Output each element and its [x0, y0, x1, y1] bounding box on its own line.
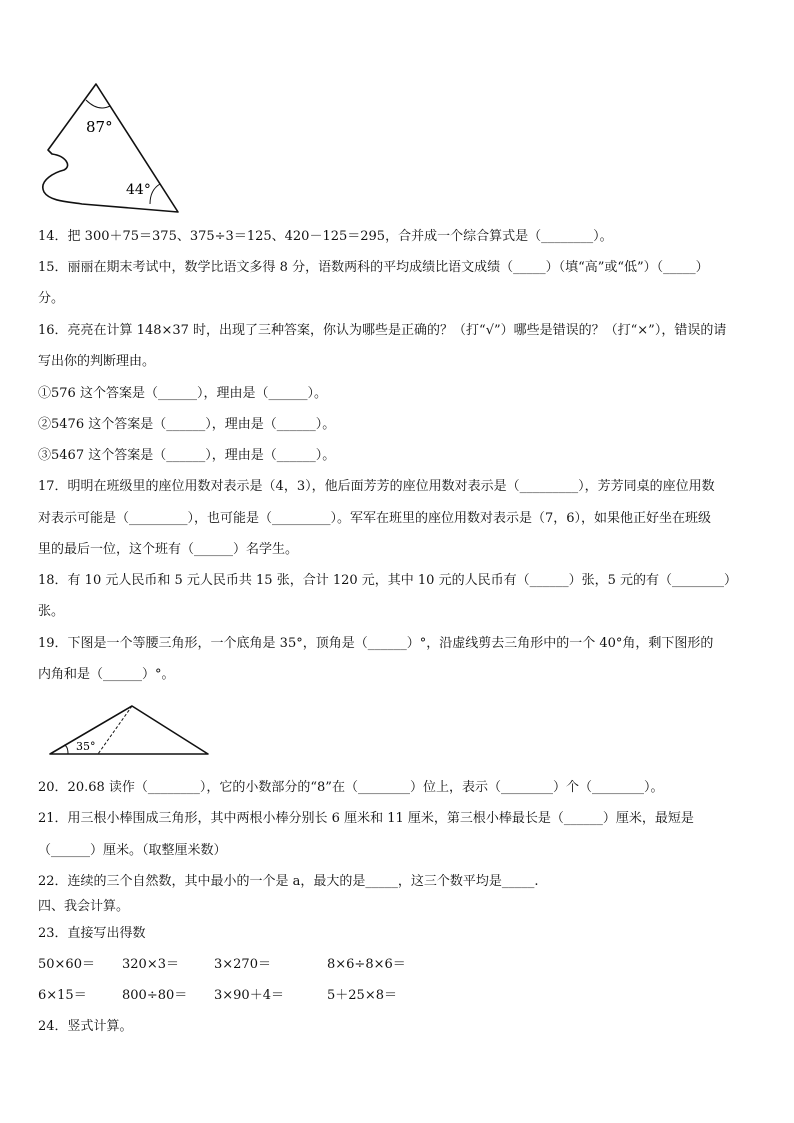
question-20: 20．20.68 读作（________），它的小数部分的“8”在（________）位上，表示（________）个（________）。 [38, 780, 664, 795]
question-16-item-2: ②5476 这个答案是（______），理由是（______）。 [38, 417, 336, 432]
question-16-item-1: ①576 这个答案是（______），理由是（______）。 [38, 386, 327, 401]
question-15-line-2: 分。 [38, 291, 65, 306]
calc-2-2: 800÷80＝ [122, 988, 188, 1003]
calc-1-1: 50×60＝ [38, 957, 95, 972]
question-16-line-2: 写出你的判断理由。 [38, 354, 156, 369]
calc-1-2: 320×3＝ [122, 957, 179, 972]
question-21-line-1: 21．用三根小棒围成三角形，其中两根小棒分别长 6 厘米和 11 厘米，第三根小棒最长是（______）厘米，最短是 [38, 811, 694, 826]
angle-44-label: 44° [126, 182, 151, 198]
angle-35-label: 35° [76, 740, 96, 753]
question-18-line-2: 张。 [38, 604, 65, 619]
isosceles-triangle-figure [46, 700, 212, 760]
question-19-line-2: 内角和是（______）°。 [38, 667, 175, 682]
triangle-figure-1 [38, 78, 188, 218]
question-22: 22．连续的三个自然数，其中最小的一个是 a，最大的是_____，这三个数平均是_____. [38, 874, 539, 889]
question-24: 24．竖式计算。 [38, 1019, 133, 1034]
question-17-line-1: 17．明明在班级里的座位用数对表示是（4，3），他后面芳芳的座位用数对表示是（_________），芳芳同桌的座位用数 [38, 479, 715, 494]
calc-2-4: 5＋25×8＝ [327, 988, 397, 1003]
calc-1-4: 8×6÷8×6＝ [327, 957, 406, 972]
question-21-line-2: （______）厘米。（取整厘米数） [38, 843, 227, 858]
question-18-line-1: 18．有 10 元人民币和 5 元人民币共 15 张，合计 120 元，其中 10 元的人民币有（______）张，5 元的有（________） [38, 573, 737, 588]
question-23: 23．直接写出得数 [38, 926, 146, 941]
question-17-line-2: 对表示可能是（_________），也可能是（_________）。军军在班里的座位用数对表示是（7，6），如果他正好坐在班级 [38, 511, 712, 526]
calc-1-3: 3×270＝ [214, 957, 271, 972]
question-19-line-1: 19．下图是一个等腰三角形，一个底角是 35°，顶角是（______）°，沿虚线剪去三角形中的一个 40°角，剩下图形的 [38, 636, 714, 651]
question-15-line-1: 15．丽丽在期末考试中，数学比语文多得 8 分，语数两科的平均成绩比语文成绩（_____）（填“高”或“低”）（_____） [38, 260, 709, 275]
question-16-item-3: ③5467 这个答案是（______），理由是（______）。 [38, 448, 336, 463]
calc-2-1: 6×15＝ [38, 988, 87, 1003]
question-16-line-1: 16．亮亮在计算 148×37 时，出现了三种答案，你认为哪些是正确的？（打“√”）哪些是错误的？（打“×”），错误的请 [38, 323, 727, 338]
question-14: 14．把 300＋75＝375、375÷3＝125、420－125＝295，合并成一个综合算式是（________）。 [38, 229, 613, 244]
angle-87-label: 87° [86, 118, 113, 136]
section-four-heading: 四、我会计算。 [38, 899, 130, 914]
question-17-line-3: 里的最后一位，这个班有（______）名学生。 [38, 542, 299, 557]
calc-2-3: 3×90＋4＝ [214, 988, 284, 1003]
